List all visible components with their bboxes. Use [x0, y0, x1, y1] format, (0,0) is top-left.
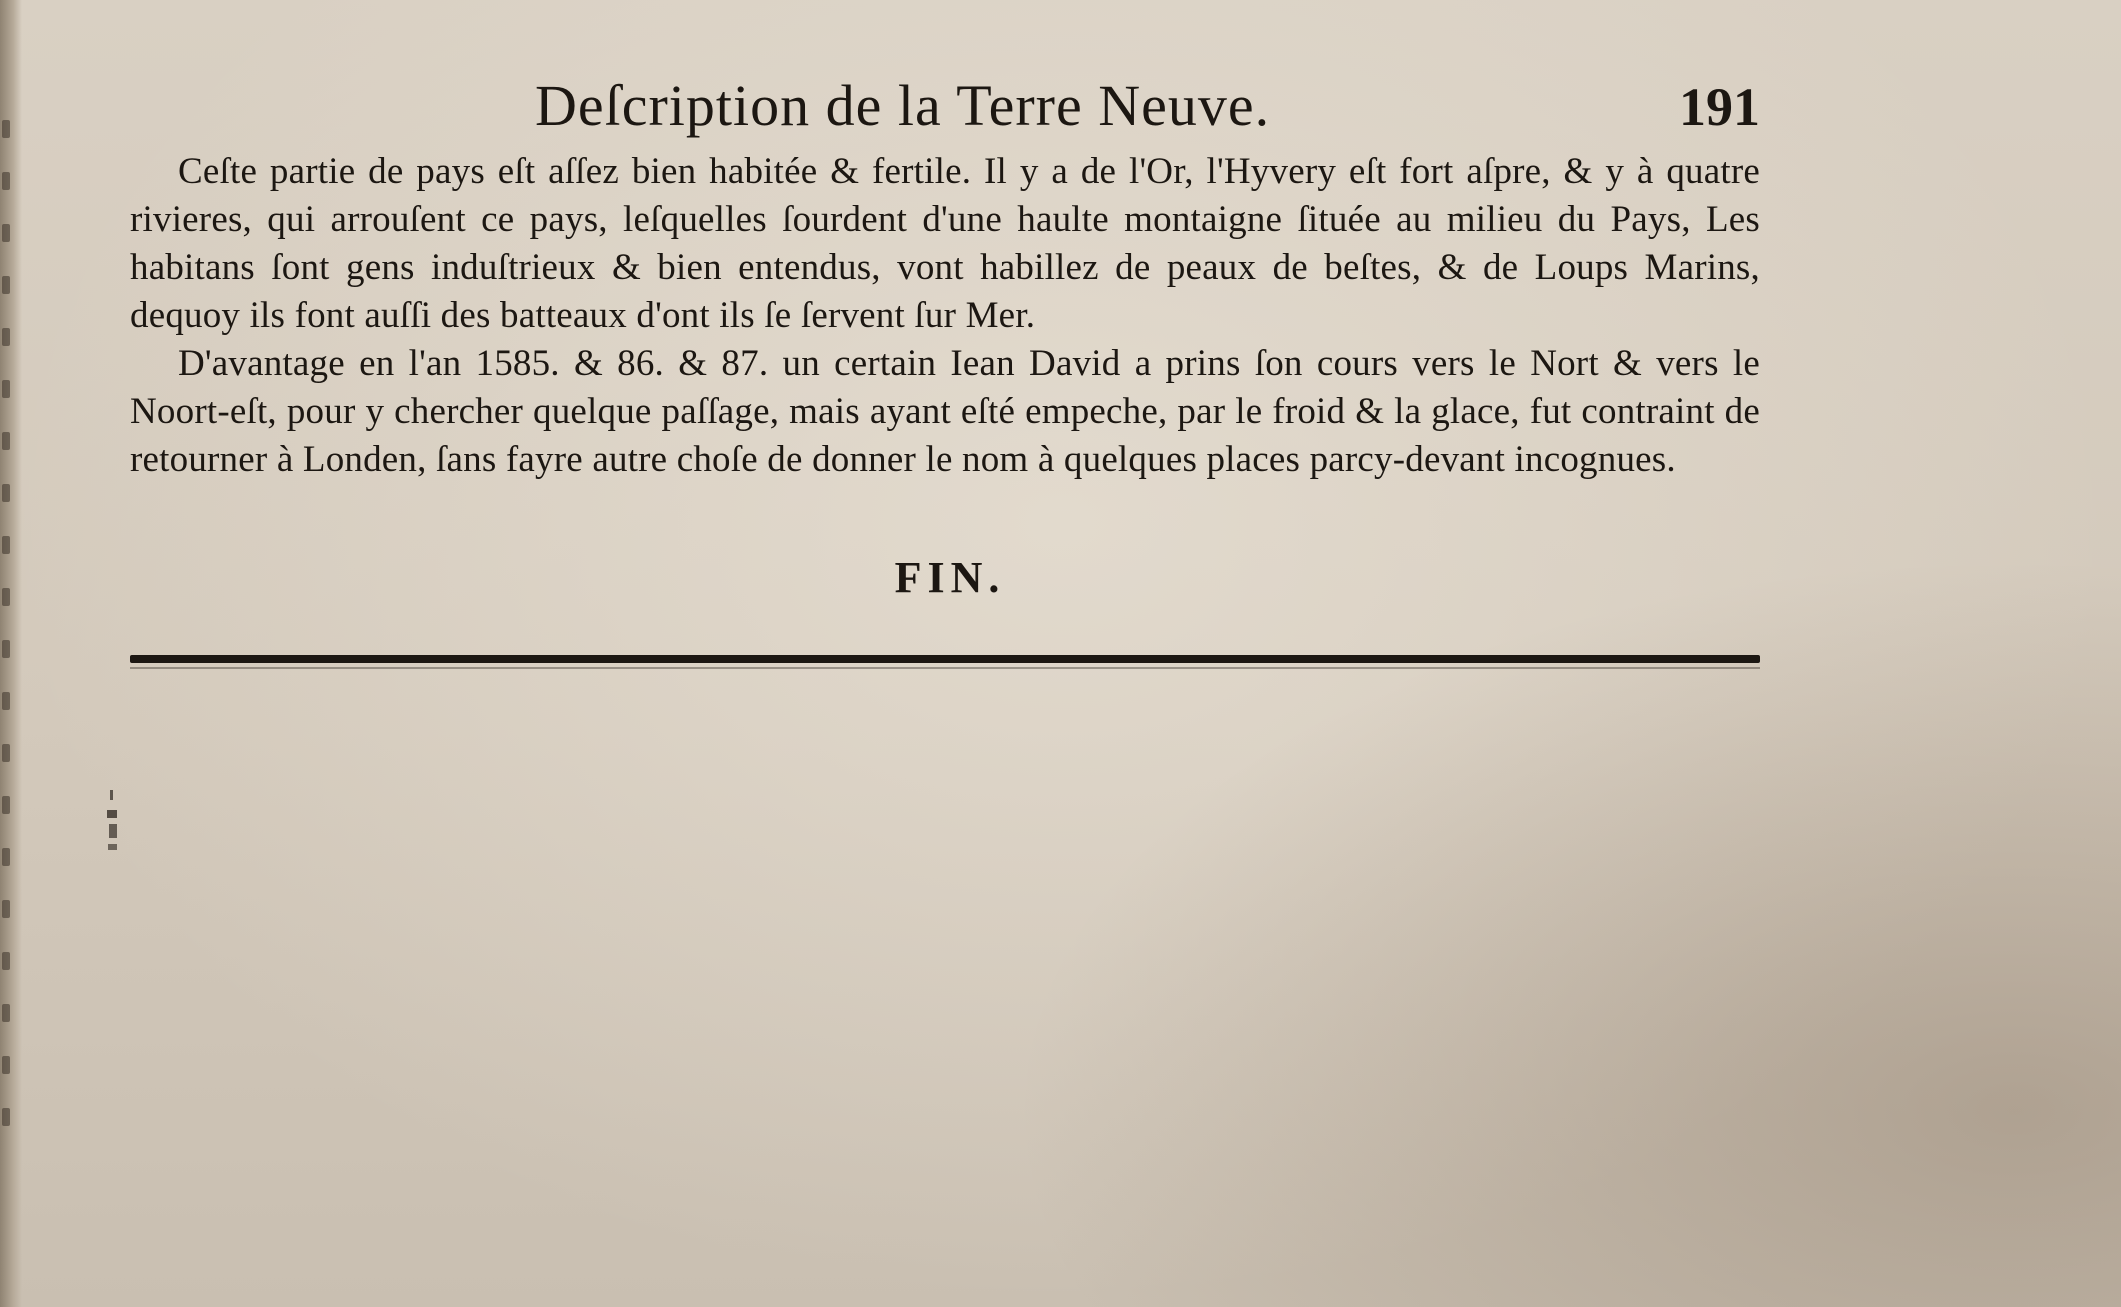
horizontal-rule-shadow: [130, 667, 1760, 669]
page-header: [130, 72, 1760, 152]
paragraph-1: Ceſte partie de pays eſt aſſez bien habitée & fertile. Il y a de l'Or, l'Hyvery eſt fort aſpre, & y à quatre rivieres, qui arrouſent ce pays, leſquelles ſourdent d'une haulte montaigne ſituée au milieu du Pays, Les habitans ſont gens induſtrieux & bien entendus, vont habillez de peaux de beſtes, & de Loups Marins, dequoy ils font auſſi des batteaux d'ont ils ſe ſervent ſur Mer.: [130, 151, 1760, 336]
closing-word: FIN.: [894, 553, 1006, 602]
running-title: Deſcription de la Terre Neuve.: [535, 73, 1271, 138]
binding-gutter: [0, 0, 22, 1307]
body-text: [130, 148, 1760, 484]
paragraph-2: D'avantage en l'an 1585. & 86. & 87. un certain Iean David a prins ſon cours vers le Nort & vers le Noort-eſt, pour y chercher quelque paſſage, mais ayant eſté empeche, par le froid & la glace, fut contraint de retourner à Londen, ſans fayre autre choſe de donner le nom à quelques places parcy-devant incognues.: [130, 343, 1760, 480]
horizontal-rule: [130, 655, 1760, 663]
margin-ink-mark: [104, 790, 122, 860]
page-number: 191: [1679, 77, 1760, 137]
ink-blot-icon: [104, 790, 122, 860]
facing-page-bleed: [2, 120, 16, 1170]
